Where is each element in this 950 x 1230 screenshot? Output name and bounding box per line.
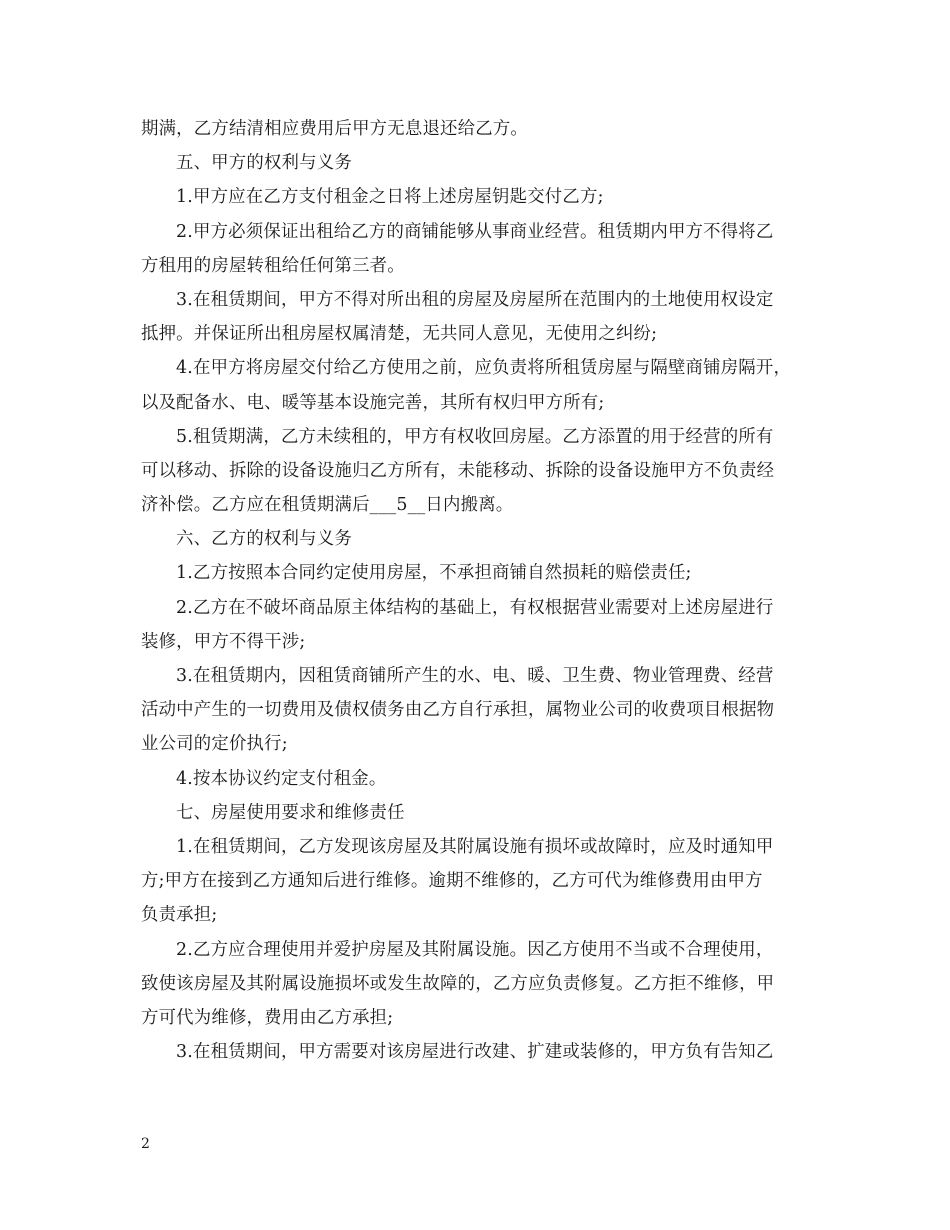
text-line: 2.乙方应合理使用并爱护房屋及其附属设施。因乙方使用不当或不合理使用， [176,939,774,960]
text-line: 济补偿。乙方应在租赁期满后___5__日内搬离。 [141,495,514,516]
text-line: 方租用的房屋转租给任何第三者。 [141,255,405,276]
text-line: 业公司的定价执行; [141,734,288,755]
text-line: 活动中产生的一切费用及债权债务由乙方自行承担，属物业公司的收费项目根据物 [141,700,775,721]
text-line: 2.乙方在不破坏商品原主体结构的基础上，有权根据营业需要对上述房屋进行 [176,597,774,618]
page-number: 2 [141,1136,150,1152]
text-line: 1.乙方按照本合同约定使用房屋，不承担商铺自然损耗的赔偿责任; [176,563,692,584]
text-line: 3.在租赁期间，甲方需要对该房屋进行改建、扩建或装修的，甲方负有告知乙 [176,1042,774,1063]
section-heading: 七、房屋使用要求和维修责任 [176,802,405,823]
text-line: 致使该房屋及其附属设施损坏或发生故障的，乙方应负责修复。乙方拒不维修，甲 [141,973,775,994]
text-line: 负责承担; [141,905,218,926]
text-line: 5.租赁期满，乙方未续租的，甲方有权收回房屋。乙方添置的用于经营的所有 [176,426,774,447]
text-line: 1.甲方应在乙方支付租金之日将上述房屋钥匙交付乙方; [176,187,604,208]
text-line: 4.按本协议约定支付租金。 [176,768,387,789]
text-line: 抵押。并保证所出租房屋权属清楚，无共同人意见，无使用之纠纷; [141,324,658,345]
text-line: 方可代为维修，费用由乙方承担; [141,1007,394,1028]
text-line: 4.在甲方将房屋交付给乙方使用之前，应负责将所租赁房屋与隔壁商铺房隔开， [176,358,792,379]
section-heading: 五、甲方的权利与义务 [176,153,352,174]
text-line: 3.在租赁期间，甲方不得对所出租的房屋及房屋所在范围内的土地使用权设定 [176,289,774,310]
text-line: 2.甲方必须保证出租给乙方的商铺能够从事商业经营。租赁期内甲方不得将乙 [176,221,774,242]
text-line: 3.在租赁期内，因租赁商铺所产生的水、电、暖、卫生费、物业管理费、经营 [176,666,774,686]
text-line: 1.在租赁期间，乙方发现该房屋及其附属设施有损坏或故障时，应及时通知甲 [176,836,774,857]
document-body [141,112,813,1069]
text-line: 装修，甲方不得干涉; [141,631,306,652]
text-line: 以及配备水、电、暖等基本设施完善，其所有权归甲方所有; [141,392,605,413]
text-line: 可以移动、拆除的设备设施归乙方所有，未能移动、拆除的设备设施甲方不负责经 [141,460,775,481]
section-heading: 六、乙方的权利与义务 [176,529,352,550]
text-line: 期满，乙方结清相应费用后甲方无息退还给乙方。 [141,119,528,139]
text-line: 方;甲方在接到乙方通知后进行维修。逾期不维修的，乙方可代为维修费用由甲方 [141,871,763,892]
